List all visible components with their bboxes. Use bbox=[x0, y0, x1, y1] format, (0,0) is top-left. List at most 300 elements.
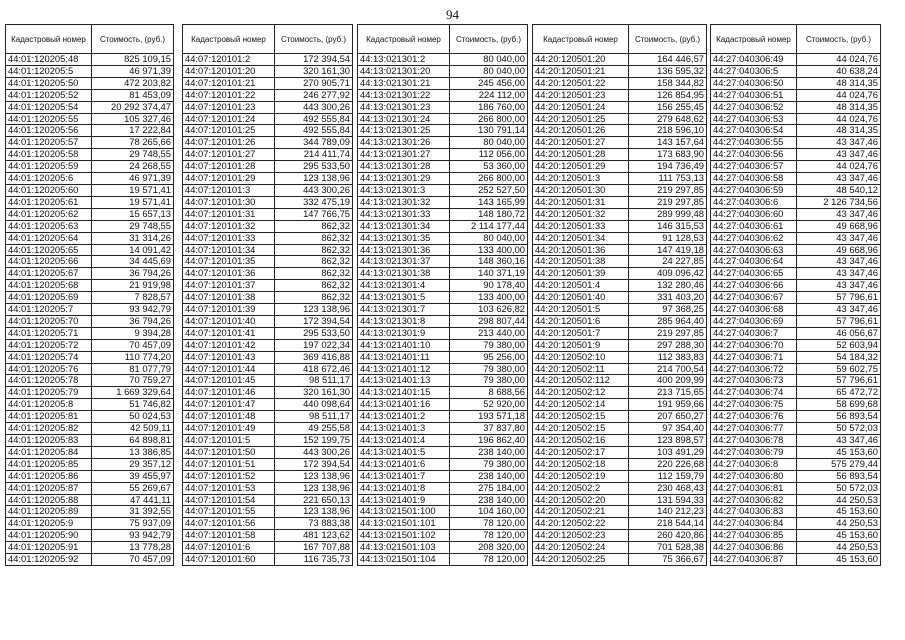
cost-cell: 43 347,46 bbox=[797, 435, 881, 447]
cost-cell: 19 571,41 bbox=[92, 184, 174, 196]
cadastral-number-cell: 44:01:120205:69 bbox=[6, 292, 92, 304]
cadastral-number-cell: 44:07:120101:44 bbox=[183, 363, 275, 375]
cost-cell: 95 256,00 bbox=[450, 351, 528, 363]
cost-cell: 320 161,30 bbox=[275, 65, 353, 77]
cost-cell: 45 153,60 bbox=[797, 446, 881, 458]
table-row bbox=[183, 363, 353, 375]
cost-cell: 862,32 bbox=[275, 232, 353, 244]
cost-cell: 78 120,00 bbox=[450, 518, 528, 530]
table-row bbox=[358, 256, 528, 268]
cost-cell: 220 226,68 bbox=[629, 458, 707, 470]
table-row bbox=[6, 89, 174, 101]
table-row bbox=[183, 399, 353, 411]
cost-cell: 93 942,79 bbox=[92, 530, 174, 542]
table-row bbox=[358, 530, 528, 542]
cadastral-number-cell: 44:27:040306:50 bbox=[711, 77, 797, 89]
cadastral-number-cell: 44:27:040306:68 bbox=[711, 304, 797, 316]
cadastral-number-cell: 44:13:021301:35 bbox=[358, 232, 450, 244]
cadastral-number-cell: 44:13:021301:27 bbox=[358, 149, 450, 161]
cadastral-number-cell: 44:27:040306:51 bbox=[711, 89, 797, 101]
table-row bbox=[711, 101, 881, 113]
table-row bbox=[6, 65, 174, 77]
cost-cell: 65 472,72 bbox=[797, 387, 881, 399]
table-row bbox=[711, 315, 881, 327]
cost-cell: 98 511,17 bbox=[275, 411, 353, 423]
header-row bbox=[183, 25, 353, 54]
cadastral-number-cell: 44:01:120205:65 bbox=[6, 244, 92, 256]
table-row bbox=[183, 435, 353, 447]
cost-cell: 146 315,53 bbox=[629, 220, 707, 232]
cadastral-number-cell: 44:13:021501:101 bbox=[358, 518, 450, 530]
table-row bbox=[358, 89, 528, 101]
table-row bbox=[183, 327, 353, 339]
cost-cell: 44 250,53 bbox=[797, 542, 881, 554]
table-row bbox=[6, 327, 174, 339]
cadastral-number-cell: 44:20:120501:39 bbox=[533, 268, 629, 280]
table-row bbox=[183, 518, 353, 530]
cost-cell: 70 759,27 bbox=[92, 375, 174, 387]
table-row bbox=[6, 554, 174, 566]
cost-cell: 50 024,53 bbox=[92, 411, 174, 423]
cost-cell: 31 392,55 bbox=[92, 506, 174, 518]
cadastral-number-cell: 44:01:120205:87 bbox=[6, 482, 92, 494]
cadastral-number-cell: 44:27:040306:83 bbox=[711, 506, 797, 518]
cost-cell: 492 555,84 bbox=[275, 125, 353, 137]
table-row bbox=[711, 339, 881, 351]
table-row bbox=[183, 54, 353, 66]
cadastral-number-cell: 44:07:120101:35 bbox=[183, 256, 275, 268]
cadastral-number-cell: 44:27:040306:69 bbox=[711, 315, 797, 327]
cadastral-number-cell: 44:13:021401:12 bbox=[358, 363, 450, 375]
cost-cell: 57 796,61 bbox=[797, 375, 881, 387]
table-row bbox=[533, 530, 707, 542]
table-row bbox=[358, 244, 528, 256]
cost-header: Стоимость, (руб.) bbox=[92, 25, 174, 54]
cost-cell: 103 626,82 bbox=[450, 304, 528, 316]
cost-cell: 97 354,40 bbox=[629, 423, 707, 435]
cost-header: Стоимость, (руб.) bbox=[450, 25, 528, 54]
table-row bbox=[6, 339, 174, 351]
cost-cell: 123 898,57 bbox=[629, 435, 707, 447]
cadastral-number-cell: 44:07:120101:26 bbox=[183, 137, 275, 149]
table-row bbox=[183, 494, 353, 506]
table-row bbox=[183, 137, 353, 149]
cost-cell: 75 937,09 bbox=[92, 518, 174, 530]
cost-cell: 40 638,24 bbox=[797, 65, 881, 77]
header-row bbox=[711, 25, 881, 54]
cadastral-number-cell: 44:01:120205:72 bbox=[6, 339, 92, 351]
cadastral-number-cell: 44:07:120101:6 bbox=[183, 542, 275, 554]
cost-cell: 111 753,13 bbox=[629, 173, 707, 185]
cadastral-number-cell: 44:20:120501:7 bbox=[533, 327, 629, 339]
cost-cell: 295 533,50 bbox=[275, 161, 353, 173]
cost-header: Стоимость, (руб.) bbox=[797, 25, 881, 54]
table-row bbox=[6, 244, 174, 256]
table-row bbox=[358, 149, 528, 161]
cost-cell: 44 024,76 bbox=[797, 89, 881, 101]
cadastral-number-cell: 44:07:120101:49 bbox=[183, 423, 275, 435]
table-row bbox=[6, 542, 174, 554]
cost-cell: 147 766,75 bbox=[275, 208, 353, 220]
cadastral-number-cell: 44:13:021401:5 bbox=[358, 446, 450, 458]
table-row bbox=[711, 304, 881, 316]
cadastral-number-cell: 44:07:120101:34 bbox=[183, 244, 275, 256]
table-row bbox=[183, 458, 353, 470]
cost-cell: 78 265,66 bbox=[92, 137, 174, 149]
cost-cell: 34 445,69 bbox=[92, 256, 174, 268]
cost-cell: 245 456,00 bbox=[450, 77, 528, 89]
cost-cell: 103 491,29 bbox=[629, 446, 707, 458]
cadastral-number-cell: 44:20:120501:27 bbox=[533, 137, 629, 149]
cadastral-number-cell: 44:07:120101:24 bbox=[183, 113, 275, 125]
table-row bbox=[6, 184, 174, 196]
cost-cell: 147 419,18 bbox=[629, 244, 707, 256]
table-row bbox=[183, 268, 353, 280]
table-row bbox=[533, 315, 707, 327]
table-row bbox=[533, 518, 707, 530]
table-row bbox=[183, 173, 353, 185]
cost-cell: 132 280,46 bbox=[629, 280, 707, 292]
cadastral-number-cell: 44:07:120101:40 bbox=[183, 315, 275, 327]
table-row bbox=[533, 351, 707, 363]
cadastral-number-cell: 44:20:120502:20 bbox=[533, 494, 629, 506]
cost-cell: 152 199,75 bbox=[275, 435, 353, 447]
cadastral-number-cell: 44:01:120205:90 bbox=[6, 530, 92, 542]
cadastral-number-cell: 44:01:120205:67 bbox=[6, 268, 92, 280]
cost-cell: 90 178,40 bbox=[450, 280, 528, 292]
header-row bbox=[533, 25, 707, 54]
cadastral-number-header: Кадастровый номер bbox=[183, 25, 275, 54]
cadastral-number-cell: 44:07:120101:42 bbox=[183, 339, 275, 351]
table-row bbox=[358, 518, 528, 530]
cost-cell: 49 668,96 bbox=[797, 244, 881, 256]
cadastral-number-cell: 44:07:120101:28 bbox=[183, 161, 275, 173]
cost-cell: 418 672,46 bbox=[275, 363, 353, 375]
cadastral-number-cell: 44:07:120101:30 bbox=[183, 196, 275, 208]
cost-cell: 492 555,84 bbox=[275, 113, 353, 125]
cost-cell: 862,32 bbox=[275, 256, 353, 268]
cadastral-number-cell: 44:07:120101:55 bbox=[183, 506, 275, 518]
cost-cell: 24 227,85 bbox=[629, 256, 707, 268]
cost-cell: 49 668,96 bbox=[797, 220, 881, 232]
cost-cell: 140 371,19 bbox=[450, 268, 528, 280]
cadastral-number-cell: 44:20:120502:25 bbox=[533, 554, 629, 566]
cost-cell: 279 648,62 bbox=[629, 113, 707, 125]
table-row bbox=[533, 256, 707, 268]
table-row bbox=[533, 149, 707, 161]
table-row bbox=[533, 268, 707, 280]
cost-cell: 191 959,66 bbox=[629, 399, 707, 411]
table-row bbox=[711, 113, 881, 125]
cost-cell: 409 096,42 bbox=[629, 268, 707, 280]
cadastral-number-cell: 44:27:040306:57 bbox=[711, 161, 797, 173]
table-row bbox=[6, 149, 174, 161]
cost-cell: 238 140,00 bbox=[450, 470, 528, 482]
cost-cell: 70 457,09 bbox=[92, 339, 174, 351]
table-row bbox=[358, 184, 528, 196]
cost-cell: 130 791,14 bbox=[450, 125, 528, 137]
header-row bbox=[6, 25, 174, 54]
cost-cell: 193 571,18 bbox=[450, 411, 528, 423]
cost-cell: 48 540,12 bbox=[797, 184, 881, 196]
cadastral-number-cell: 44:07:120101:50 bbox=[183, 446, 275, 458]
table-row bbox=[533, 113, 707, 125]
table-row bbox=[533, 65, 707, 77]
table-row bbox=[183, 423, 353, 435]
table-row bbox=[183, 113, 353, 125]
header-row bbox=[358, 25, 528, 54]
cadastral-number-cell: 44:20:120502:18 bbox=[533, 458, 629, 470]
cost-cell: 344 789,09 bbox=[275, 137, 353, 149]
cadastral-number-cell: 44:27:040306:75 bbox=[711, 399, 797, 411]
table-row bbox=[6, 482, 174, 494]
cadastral-number-cell: 44:20:120502:11 bbox=[533, 363, 629, 375]
cost-cell: 186 760,00 bbox=[450, 101, 528, 113]
table-row bbox=[533, 387, 707, 399]
cadastral-number-header: Кадастровый номер bbox=[6, 25, 92, 54]
table-row bbox=[533, 554, 707, 566]
cost-cell: 218 596,10 bbox=[629, 125, 707, 137]
cadastral-number-cell: 44:13:021301:36 bbox=[358, 244, 450, 256]
cost-cell: 197 022,34 bbox=[275, 339, 353, 351]
table-row bbox=[6, 423, 174, 435]
table-row bbox=[711, 292, 881, 304]
cost-cell: 331 403,20 bbox=[629, 292, 707, 304]
cadastral-number-cell: 44:01:120205:70 bbox=[6, 315, 92, 327]
table-row bbox=[183, 256, 353, 268]
cost-cell: 443 300,26 bbox=[275, 446, 353, 458]
table-row bbox=[711, 268, 881, 280]
cost-cell: 332 475,19 bbox=[275, 196, 353, 208]
cadastral-number-cell: 44:13:021301:29 bbox=[358, 173, 450, 185]
table-row bbox=[358, 173, 528, 185]
table-row bbox=[358, 458, 528, 470]
table-row bbox=[711, 363, 881, 375]
table-row bbox=[183, 351, 353, 363]
table-row bbox=[711, 280, 881, 292]
cost-cell: 238 140,00 bbox=[450, 446, 528, 458]
cost-cell: 49 255,58 bbox=[275, 423, 353, 435]
cadastral-number-cell: 44:07:120101:41 bbox=[183, 327, 275, 339]
cost-cell: 862,32 bbox=[275, 220, 353, 232]
cadastral-number-cell: 44:01:120205:48 bbox=[6, 54, 92, 66]
cadastral-number-cell: 44:20:120501:28 bbox=[533, 149, 629, 161]
cadastral-number-cell: 44:01:120205:84 bbox=[6, 446, 92, 458]
cost-cell: 43 347,46 bbox=[797, 208, 881, 220]
cost-cell: 123 138,96 bbox=[275, 304, 353, 316]
cadastral-number-cell: 44:01:120205:8 bbox=[6, 399, 92, 411]
cost-cell: 275 184,00 bbox=[450, 482, 528, 494]
table-row bbox=[183, 315, 353, 327]
table-row bbox=[711, 65, 881, 77]
cost-cell: 194 736,49 bbox=[629, 161, 707, 173]
cost-cell: 2 114 177,44 bbox=[450, 220, 528, 232]
table-row bbox=[183, 65, 353, 77]
cost-table-4 bbox=[532, 24, 707, 566]
table-row bbox=[358, 137, 528, 149]
cost-cell: 57 796,61 bbox=[797, 315, 881, 327]
cost-cell: 46 971,39 bbox=[92, 65, 174, 77]
cost-cell: 400 209,99 bbox=[629, 375, 707, 387]
cost-cell: 50 572,03 bbox=[797, 423, 881, 435]
cadastral-number-cell: 44:27:040306:5 bbox=[711, 65, 797, 77]
cadastral-number-cell: 44:07:120101:39 bbox=[183, 304, 275, 316]
cadastral-number-cell: 44:13:021301:33 bbox=[358, 208, 450, 220]
table-row bbox=[711, 506, 881, 518]
table-row bbox=[711, 208, 881, 220]
cost-cell: 158 344,82 bbox=[629, 77, 707, 89]
cost-cell: 46 056,67 bbox=[797, 327, 881, 339]
cadastral-number-cell: 44:07:120101:23 bbox=[183, 101, 275, 113]
cost-cell: 1 669 329,64 bbox=[92, 387, 174, 399]
table-row bbox=[358, 399, 528, 411]
cadastral-number-cell: 44:01:120205:56 bbox=[6, 125, 92, 137]
table-row bbox=[358, 470, 528, 482]
cost-cell: 54 184,32 bbox=[797, 351, 881, 363]
table-row bbox=[6, 173, 174, 185]
cost-cell: 252 527,50 bbox=[450, 184, 528, 196]
cadastral-number-cell: 44:20:120501:22 bbox=[533, 77, 629, 89]
cadastral-number-cell: 44:07:120101:46 bbox=[183, 387, 275, 399]
cadastral-number-cell: 44:20:120501:9 bbox=[533, 339, 629, 351]
cadastral-number-cell: 44:20:120501:24 bbox=[533, 101, 629, 113]
table-row bbox=[358, 375, 528, 387]
table-row bbox=[183, 244, 353, 256]
cost-cell: 131 594,33 bbox=[629, 494, 707, 506]
cadastral-number-cell: 44:27:040306:72 bbox=[711, 363, 797, 375]
cadastral-number-cell: 44:20:120501:6 bbox=[533, 315, 629, 327]
table-row bbox=[183, 506, 353, 518]
cost-cell: 97 368,25 bbox=[629, 304, 707, 316]
cadastral-number-cell: 44:13:021301:9 bbox=[358, 327, 450, 339]
table-row bbox=[358, 268, 528, 280]
cadastral-number-cell: 44:13:021501:103 bbox=[358, 542, 450, 554]
cadastral-number-cell: 44:07:120101:32 bbox=[183, 220, 275, 232]
cadastral-number-cell: 44:27:040306:53 bbox=[711, 113, 797, 125]
table-row bbox=[6, 220, 174, 232]
cost-cell: 112 159,79 bbox=[629, 470, 707, 482]
cost-cell: 48 314,35 bbox=[797, 125, 881, 137]
table-row bbox=[533, 184, 707, 196]
table-row bbox=[533, 89, 707, 101]
cadastral-number-cell: 44:13:021401:6 bbox=[358, 458, 450, 470]
cost-cell: 14 091,42 bbox=[92, 244, 174, 256]
cadastral-number-cell: 44:13:021401:3 bbox=[358, 423, 450, 435]
cost-header: Стоимость, (руб.) bbox=[629, 25, 707, 54]
cost-cell: 36 794,26 bbox=[92, 315, 174, 327]
table-row bbox=[183, 446, 353, 458]
cadastral-number-cell: 44:27:040306:6 bbox=[711, 196, 797, 208]
cadastral-number-cell: 44:27:040306:86 bbox=[711, 542, 797, 554]
cadastral-number-cell: 44:20:120501:36 bbox=[533, 244, 629, 256]
table-row bbox=[711, 542, 881, 554]
cadastral-number-cell: 44:01:120205:89 bbox=[6, 506, 92, 518]
cadastral-number-cell: 44:13:021301:28 bbox=[358, 161, 450, 173]
cost-cell: 79 380,00 bbox=[450, 375, 528, 387]
cost-cell: 862,32 bbox=[275, 268, 353, 280]
cost-cell: 24 268,55 bbox=[92, 161, 174, 173]
cost-cell: 98 511,17 bbox=[275, 375, 353, 387]
table-row bbox=[533, 232, 707, 244]
table-row bbox=[6, 387, 174, 399]
cadastral-number-cell: 44:07:120101:25 bbox=[183, 125, 275, 137]
cost-cell: 148 360,16 bbox=[450, 256, 528, 268]
table-row bbox=[533, 423, 707, 435]
cost-cell: 80 040,00 bbox=[450, 54, 528, 66]
cost-cell: 105 327,46 bbox=[92, 113, 174, 125]
table-row bbox=[6, 268, 174, 280]
table-row bbox=[533, 196, 707, 208]
table-row bbox=[711, 220, 881, 232]
table-row bbox=[6, 304, 174, 316]
cadastral-number-cell: 44:13:021301:23 bbox=[358, 101, 450, 113]
table-row bbox=[6, 470, 174, 482]
table-row bbox=[533, 411, 707, 423]
cost-cell: 295 533,50 bbox=[275, 327, 353, 339]
cadastral-number-cell: 44:13:021401:7 bbox=[358, 470, 450, 482]
cost-cell: 133 400,00 bbox=[450, 244, 528, 256]
table-row bbox=[358, 292, 528, 304]
table-row bbox=[711, 482, 881, 494]
cadastral-number-cell: 44:27:040306:87 bbox=[711, 554, 797, 566]
cost-cell: 123 138,96 bbox=[275, 470, 353, 482]
cadastral-number-cell: 44:13:021401:9 bbox=[358, 494, 450, 506]
cadastral-number-cell: 44:20:120501:33 bbox=[533, 220, 629, 232]
cost-cell: 320 161,30 bbox=[275, 387, 353, 399]
table-row bbox=[183, 149, 353, 161]
table-row bbox=[711, 530, 881, 542]
cadastral-number-cell: 44:01:120205:55 bbox=[6, 113, 92, 125]
table-row bbox=[533, 101, 707, 113]
table-row bbox=[358, 77, 528, 89]
cost-cell: 13 386,85 bbox=[92, 446, 174, 458]
cadastral-number-cell: 44:01:120205:61 bbox=[6, 196, 92, 208]
table-row bbox=[533, 339, 707, 351]
cost-cell: 173 683,90 bbox=[629, 149, 707, 161]
cost-cell: 167 707,88 bbox=[275, 542, 353, 554]
cadastral-number-cell: 44:07:120101:36 bbox=[183, 268, 275, 280]
cadastral-number-cell: 44:20:120501:26 bbox=[533, 125, 629, 137]
cost-cell: 56 893,54 bbox=[797, 411, 881, 423]
cost-table-1 bbox=[5, 24, 174, 566]
table-row bbox=[711, 518, 881, 530]
cost-cell: 443 300,26 bbox=[275, 101, 353, 113]
cadastral-number-cell: 44:07:120101:51 bbox=[183, 458, 275, 470]
cost-cell: 79 380,00 bbox=[450, 458, 528, 470]
cost-cell: 43 347,46 bbox=[797, 137, 881, 149]
table-row bbox=[6, 530, 174, 542]
cadastral-number-cell: 44:01:120205:88 bbox=[6, 494, 92, 506]
cost-cell: 43 347,46 bbox=[797, 280, 881, 292]
cadastral-number-cell: 44:20:120502:23 bbox=[533, 530, 629, 542]
cadastral-number-cell: 44:13:021401:15 bbox=[358, 387, 450, 399]
cadastral-number-cell: 44:20:120501:5 bbox=[533, 304, 629, 316]
cost-cell: 8 688,56 bbox=[450, 387, 528, 399]
cost-cell: 43 347,46 bbox=[797, 173, 881, 185]
table-row bbox=[358, 208, 528, 220]
cost-cell: 44 250,53 bbox=[797, 494, 881, 506]
cadastral-number-cell: 44:20:120502:17 bbox=[533, 446, 629, 458]
table-row bbox=[711, 89, 881, 101]
table-row bbox=[711, 470, 881, 482]
cadastral-number-cell: 44:01:120205:81 bbox=[6, 411, 92, 423]
table-row bbox=[6, 411, 174, 423]
cadastral-number-cell: 44:07:120101:27 bbox=[183, 149, 275, 161]
cadastral-number-cell: 44:01:120205:76 bbox=[6, 363, 92, 375]
cadastral-number-cell: 44:20:120502:24 bbox=[533, 542, 629, 554]
cadastral-number-cell: 44:01:120205:71 bbox=[6, 327, 92, 339]
cost-cell: 213 715,65 bbox=[629, 387, 707, 399]
